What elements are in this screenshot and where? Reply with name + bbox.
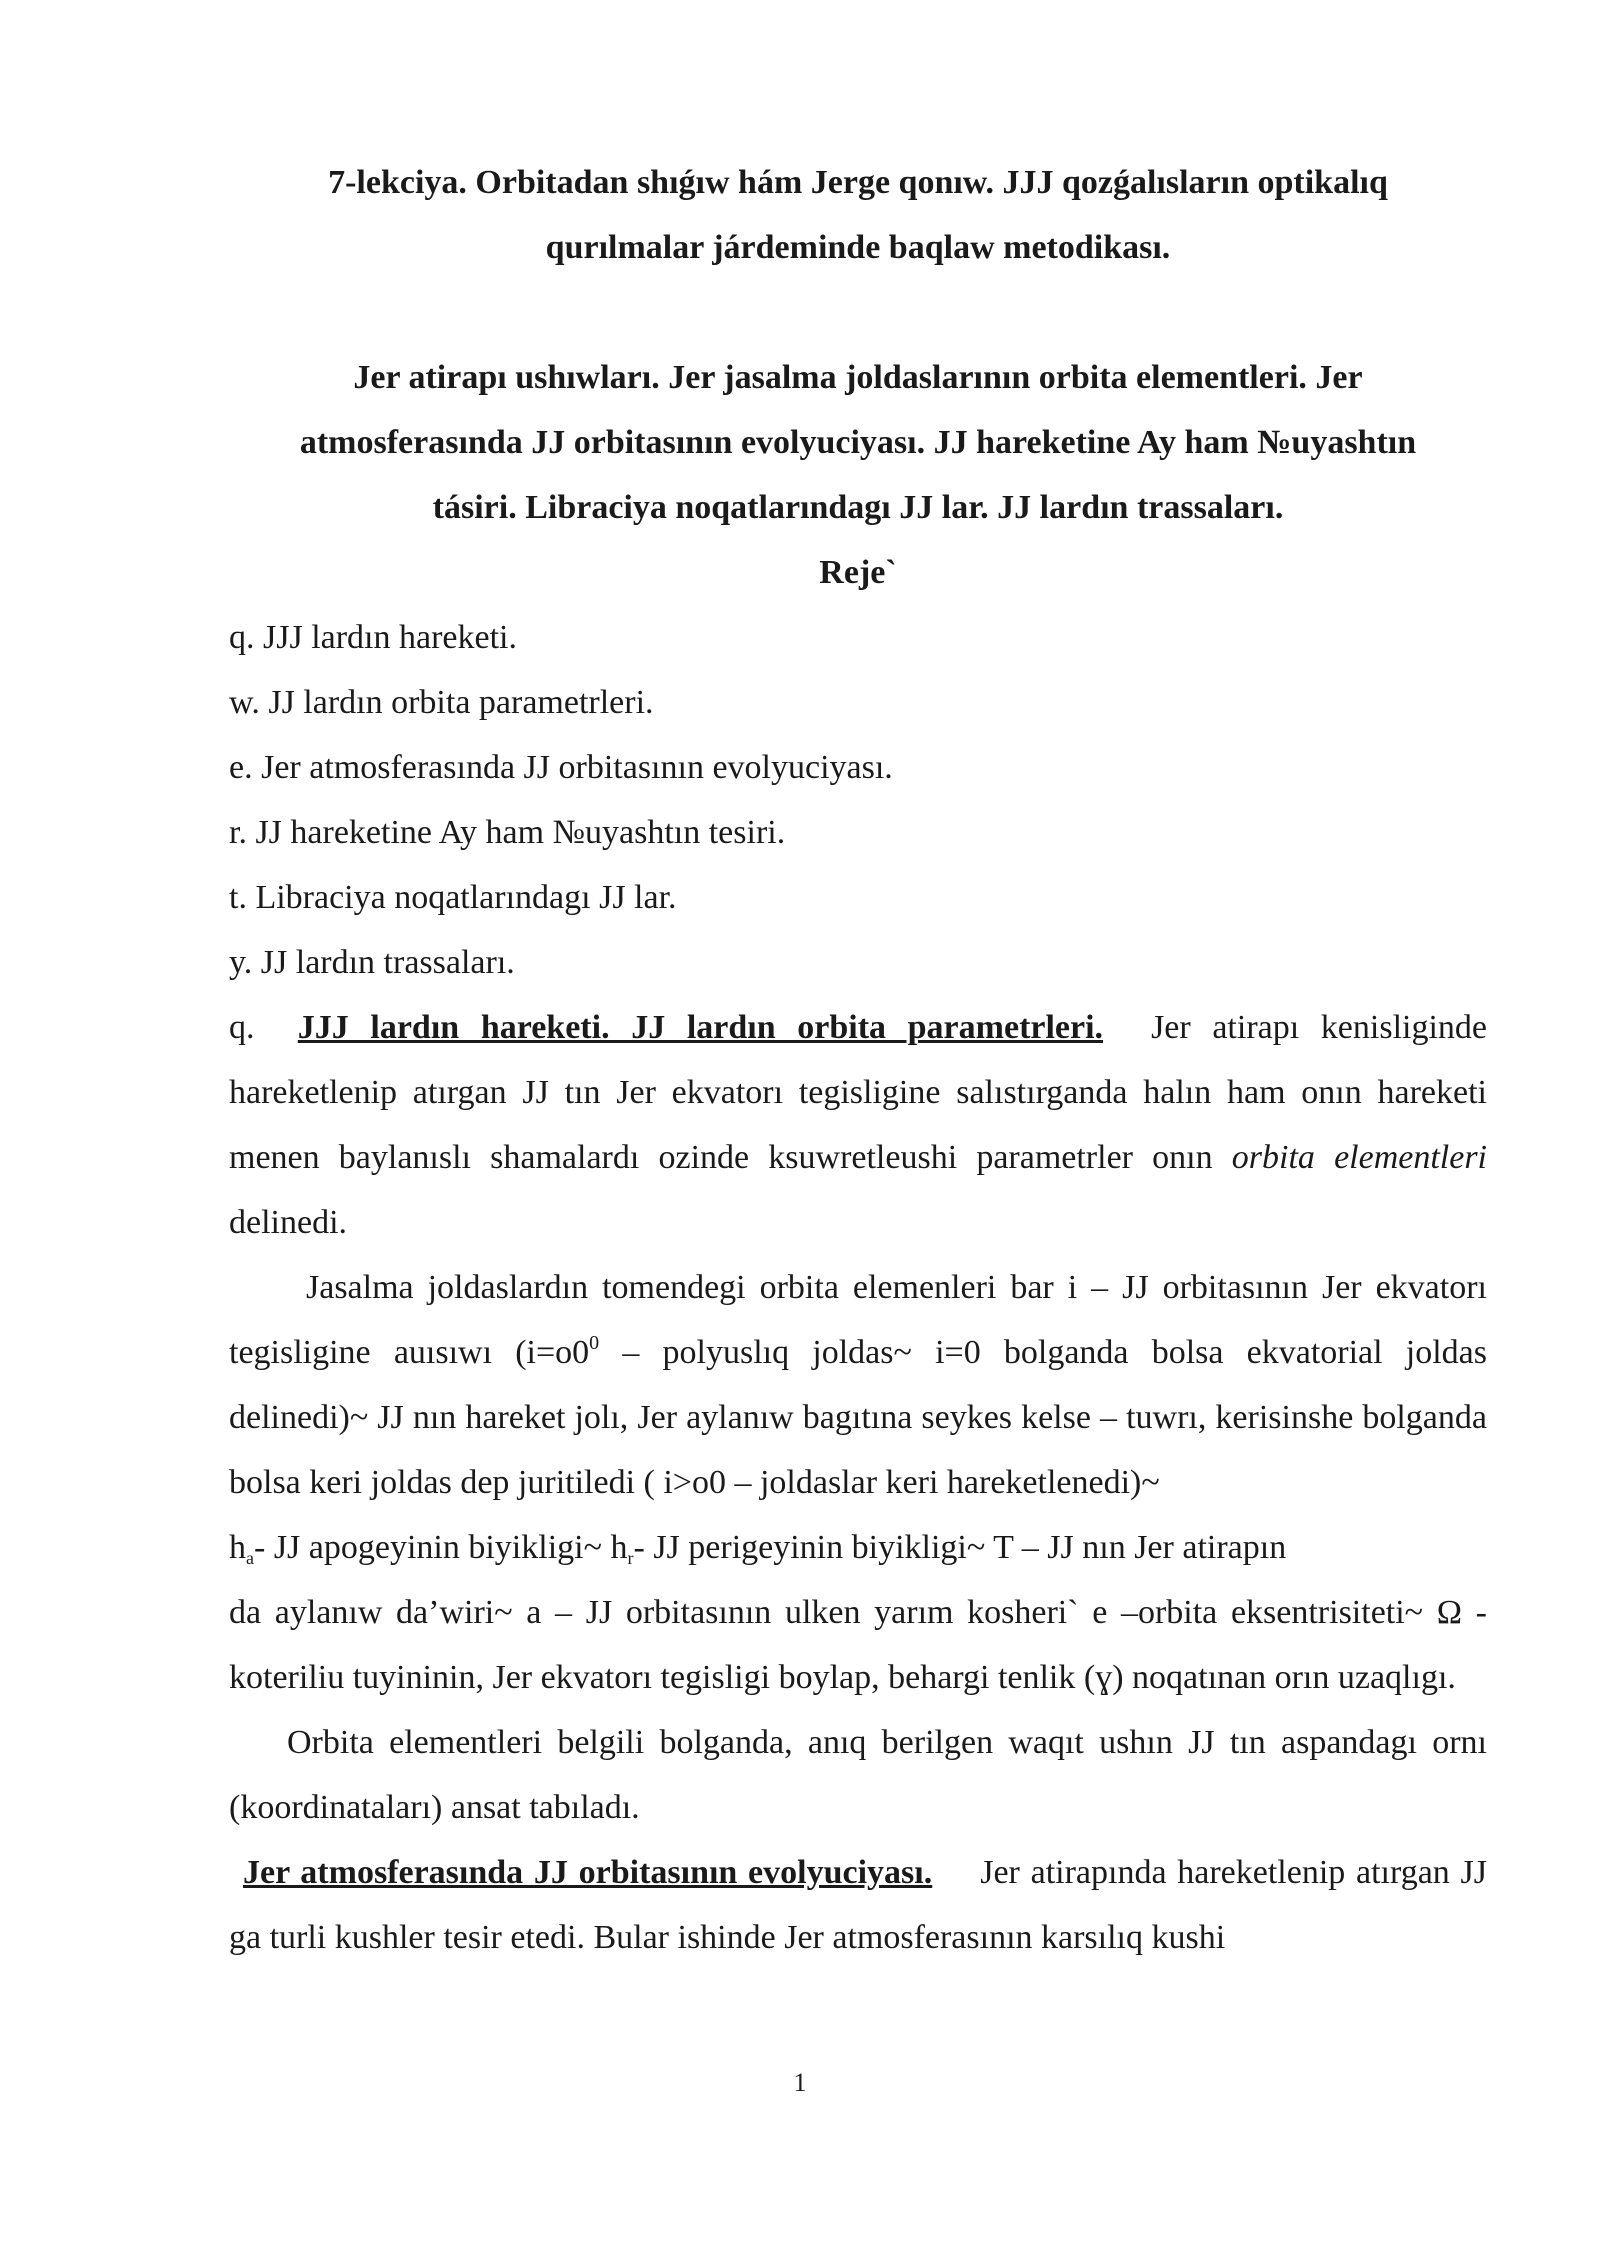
lecture-subtitle-line-3: tásiri. Libraciya noqatlarındagı JJ lar. JJ lardın trassaları. <box>432 489 1284 526</box>
orbit-elements-text: Jasalma joldaslardın tomendegi orbita elemenleri bar i – JJ orbitasının Jer ekvatorı tegisligine auısıwı (i=o0 <box>229 1269 1487 1371</box>
section-1-heading: JJJ lardın hareketi. JJ lardın orbita parametrleri. <box>297 1009 1104 1046</box>
plan-heading: Reje` <box>819 554 897 591</box>
lecture-subtitle <box>229 345 1487 540</box>
lecture-title-line-2: qurılmalar járdeminde baqlaw metodikası. <box>545 229 1171 266</box>
apogee-subscript: a <box>246 1548 254 1568</box>
orbit-elements-paragraph <box>229 1255 1487 1515</box>
orbit-elements-text-cont: – polyuslıq joldas~ i=0 bolganda bolsa ekvatorial joldas delinedi)~ JJ nın hareket jolı, Jer aylanıw bagıtına seykes kelse – tuwrı, kerisinshe bolganda bolsa keri joldas dep juritiledi ( i>o0 – joldaslar keri hareketlenedi)~ <box>229 1334 1487 1501</box>
perigee-text: - JJ perigeyinin biyikligi~ T – JJ nın Jer atirapın <box>633 1529 1287 1566</box>
apogee-text: - JJ apogeyinin biyikligi~ h <box>254 1529 628 1566</box>
plan-item: y. JJ lardın trassaları. <box>229 944 515 981</box>
page-number: 1 <box>793 2068 807 2097</box>
degree-superscript: 0 <box>589 1332 600 1354</box>
document-page <box>229 150 1487 1970</box>
plan-item: e. Jer atmosferasında JJ orbitasının evolyuciyası. <box>229 749 893 786</box>
section-3-text: Jer atirapında hareketlenip atırgan JJ ga turli kushler tesir etedi. Bular ishinde Jer atmosferasının karsılıq kushi <box>229 1854 1487 1956</box>
plan-item: q. JJJ lardın hareketi. <box>229 619 517 656</box>
coordinates-paragraph: Orbita elementleri belgili bolganda, anıq berilgen waqıt ushın JJ tın aspandagı ornı (koordinataları) ansat tabıladı. <box>229 1724 1487 1826</box>
section-1-term: orbita elementleri <box>1231 1139 1488 1176</box>
orbit-heights-line <box>229 1515 1487 1580</box>
section-1-text: Jer atirapı kenisliginde hareketlenip atırgan JJ tın Jer ekvatorı tegisligine salıstırganda halın ham onın hareketi menen baylanıslı shamalardı ozinde ksuwretleushi parametrler onın <box>229 1009 1488 1176</box>
plan-item: r. JJ hareketine Ay ham №uyashtın tesiri. <box>229 814 786 851</box>
orbit-period-paragraph: da aylanıw da’wiri~ a – JJ orbitasının ulken yarım kosheri` e –orbita eksentrisiteti~ Ω - koteriliu tuyininin, Jer ekvatorı tegisligi boylap, behargi tenlik (ɣ) noqatınan orın uzaqlıgı. <box>229 1594 1487 1696</box>
lecture-title <box>229 150 1487 280</box>
section-1-paragraph <box>229 995 1487 1255</box>
h-symbol: h <box>229 1529 246 1566</box>
plan-item: t. Libraciya noqatlarındagı JJ lar. <box>229 879 677 916</box>
lecture-subtitle-line-2: atmosferasında JJ orbitasının evolyuciyası. JJ hareketine Ay ham №uyashtın <box>299 424 1417 461</box>
section-3-paragraph <box>229 1840 1487 1970</box>
section-3-heading: Jer atmosferasında JJ orbitasının evolyuciyası. <box>243 1854 933 1891</box>
perigee-subscript: r <box>627 1548 634 1568</box>
section-1-prefix: q. <box>229 1009 255 1046</box>
plan-list <box>229 605 1487 995</box>
lecture-title-line-1: 7-lekciya. Orbitadan shıǵıw hám Jerge qonıw. JJJ qozǵalısların optikalıq <box>328 164 1388 201</box>
lecture-subtitle-line-1: Jer atirapı ushıwları. Jer jasalma joldaslarının orbita elementleri. Jer <box>353 359 1363 396</box>
section-1-text-end: delinedi. <box>229 1204 348 1241</box>
plan-item: w. JJ lardın orbita parametrleri. <box>229 684 654 721</box>
